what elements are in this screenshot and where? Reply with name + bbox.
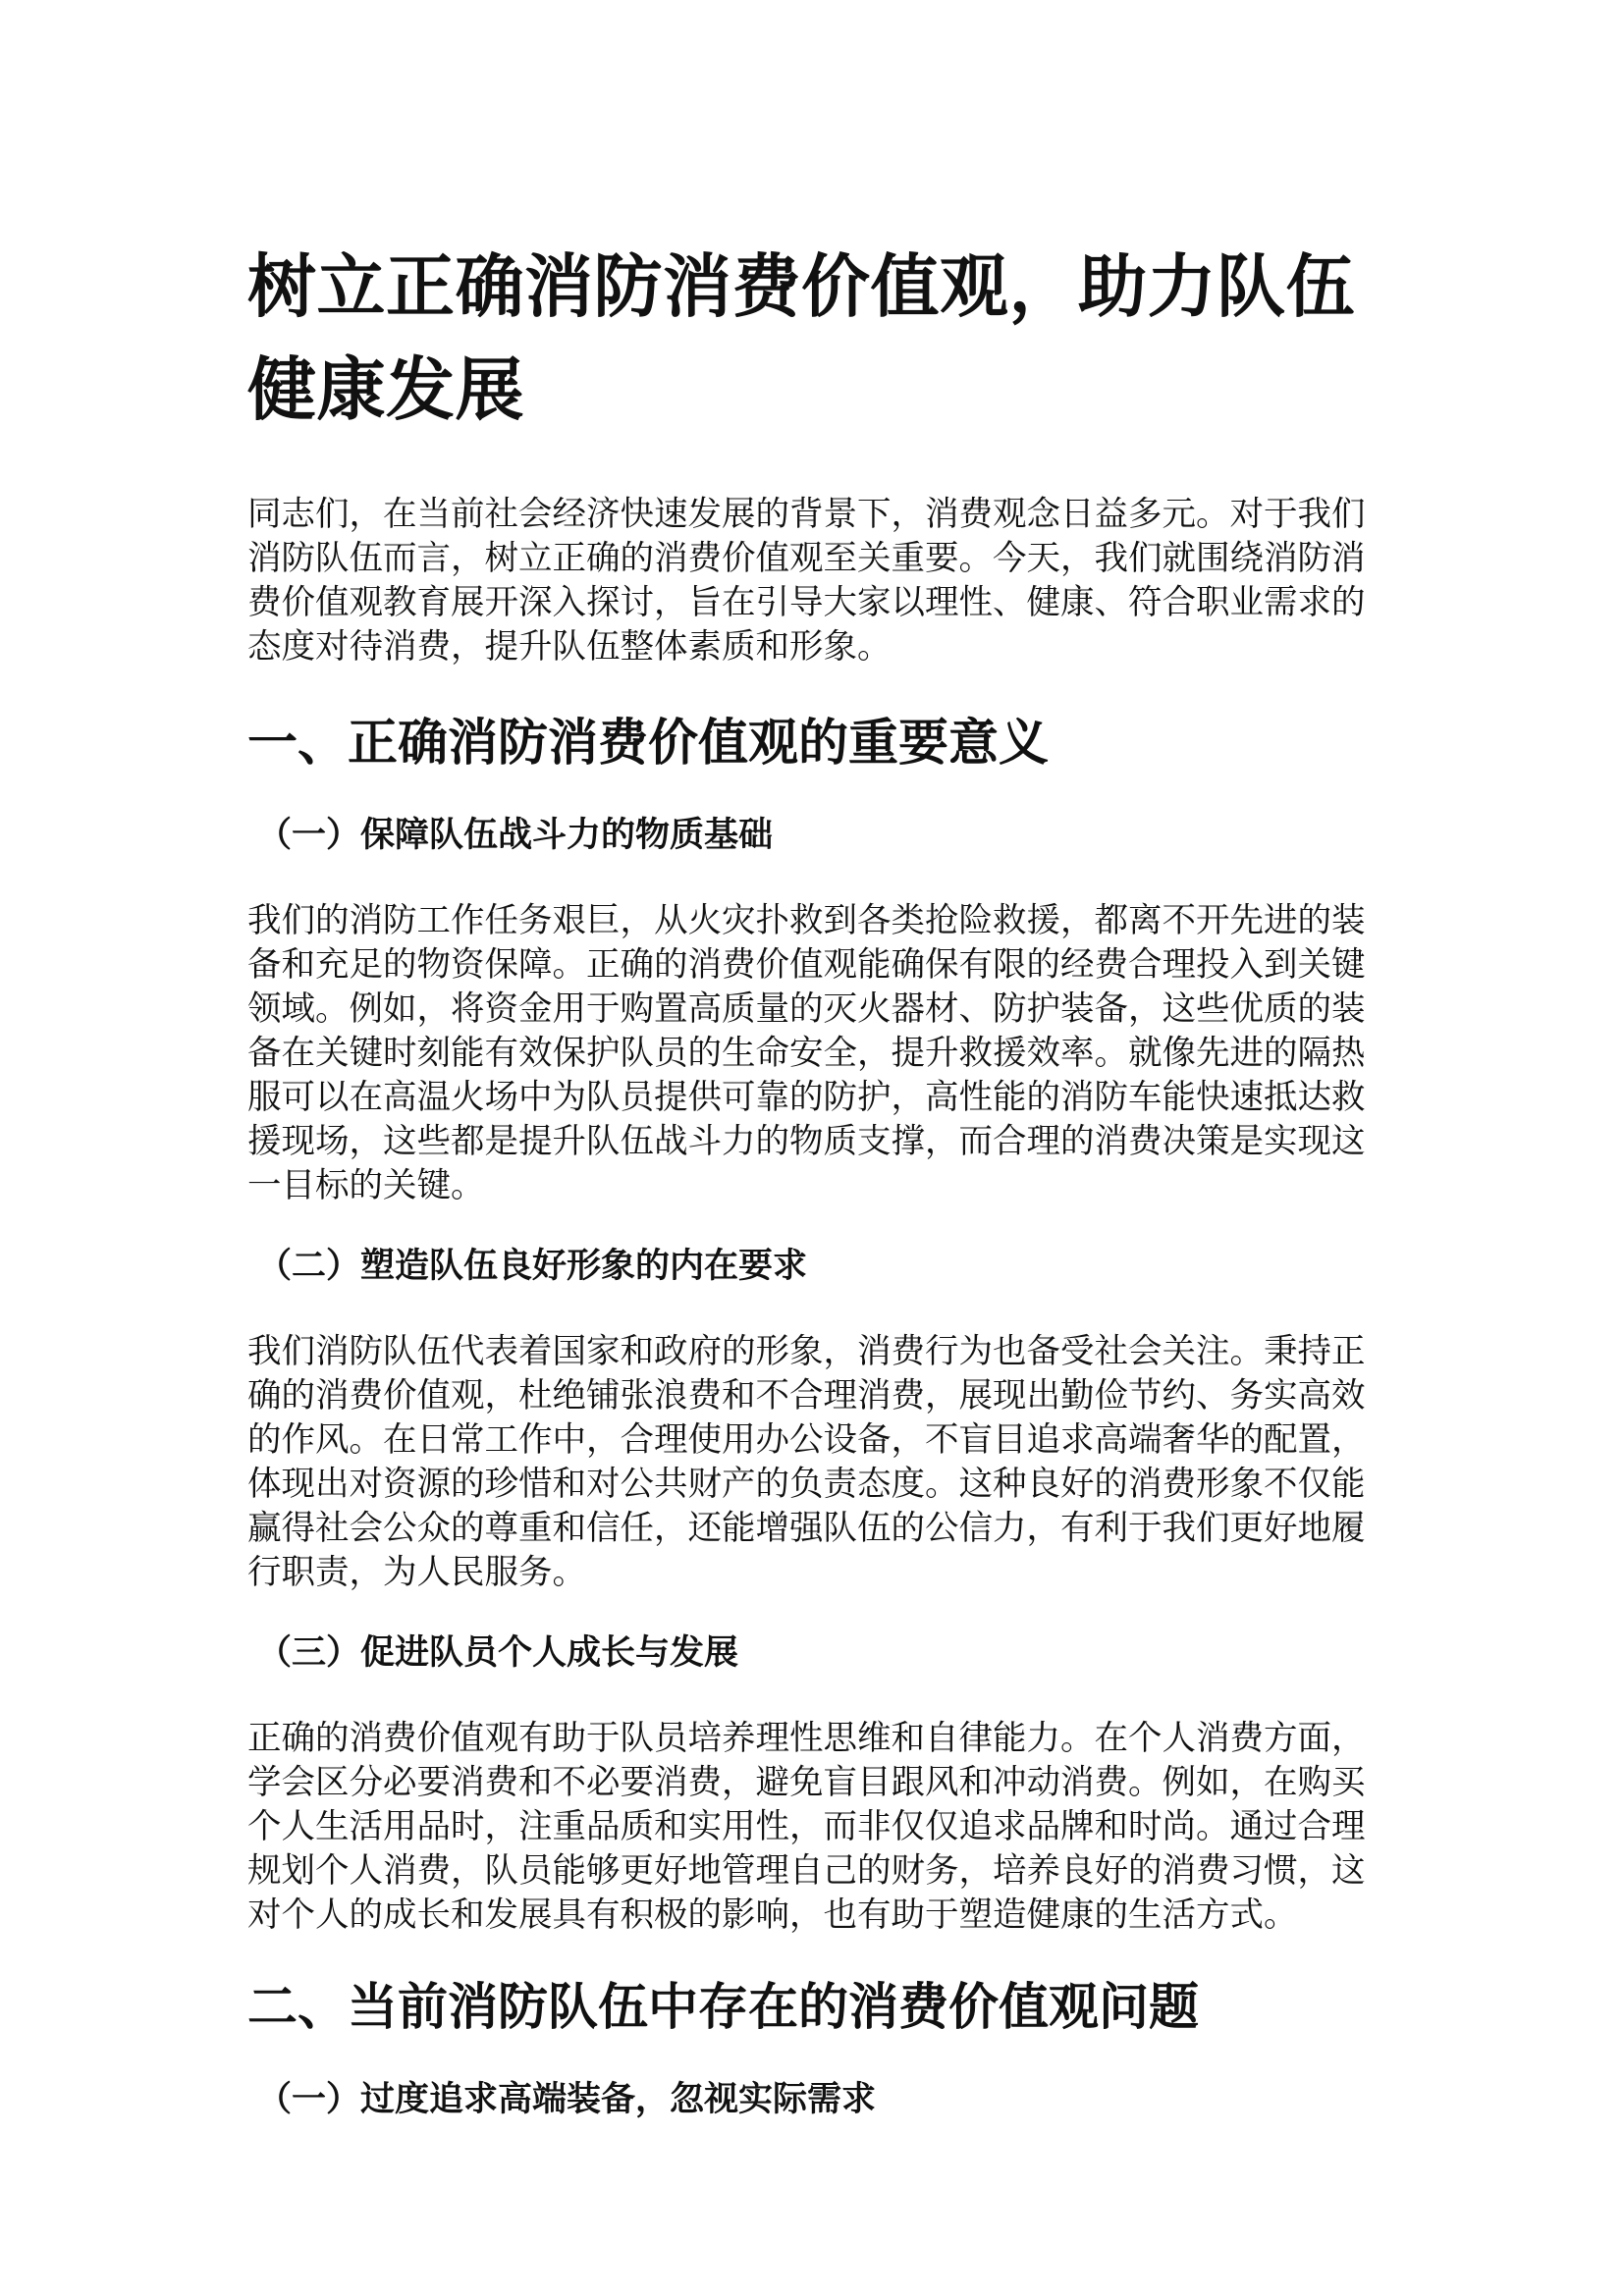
section-1-sub-3-heading: （三）促进队员个人成长与发展	[257, 1633, 739, 1673]
section-2-heading: 二、当前消防队伍中存在的消费价值观问题	[247, 1979, 1200, 2037]
section-1-sub-1-paragraph: 我们的消防工作任务艰巨，从火灾扑救到各类抢险救援，都离不开先进的装备和充足的物资保障。正确的消费价值观能确保有限的经费合理投入到关键领域。例如，将资金用于购置高质量的灭火器材、防护装备，这些优质的装备在关键时刻能有效保护队员的生命安全，提升救援效率。就像先进的隔热服可以在高温火场中为队员提供可靠的防护，高性能的消防车能快速抵达救援现场，这些都是提升队伍战斗力的物质支撑，而合理的消费决策是实现这一目标的关键。	[247, 901, 1366, 1205]
section-1-sub-1-heading: （一）保障队伍战斗力的物质基础	[257, 816, 774, 855]
intro-paragraph: 同志们，在当前社会经济快速发展的背景下，消费观念日益多元。对于我们消防队伍而言，树立正确的消费价值观至关重要。今天，我们就围绕消防消费价值观教育展开深入探讨，旨在引导大家以理性、健康、符合职业需求的态度对待消费，提升队伍整体素质和形象。	[247, 495, 1366, 667]
section-1-sub-3-paragraph: 正确的消费价值观有助于队员培养理性思维和自律能力。在个人消费方面，学会区分必要消费和不必要消费，避免盲目跟风和冲动消费。例如，在购买个人生活用品时，注重品质和实用性，而非仅仅追求品牌和时尚。通过合理规划个人消费，队员能够更好地管理自己的财务，培养良好的消费习惯，这对个人的成长和发展具有积极的影响，也有助于塑造健康的生活方式。	[247, 1719, 1366, 1935]
document-page	[247, 236, 1377, 2124]
section-1-sub-2-heading: （二）塑造队伍良好形象的内在要求	[257, 1247, 808, 1286]
section-1-sub-2-paragraph: 我们消防队伍代表着国家和政府的形象，消费行为也备受社会关注。秉持正确的消费价值观，杜绝铺张浪费和不合理消费，展现出勤俭节约、务实高效的作风。在日常工作中，合理使用办公设备，不盲目追求高端奢华的配置，体现出对资源的珍惜和对公共财产的负责态度。这种良好的消费形象不仅能赢得社会公众的尊重和信任，还能增强队伍的公信力，有利于我们更好地履行职责，为人民服务。	[247, 1332, 1366, 1592]
document-title: 树立正确消防消费价值观，助力队伍健康发展	[247, 246, 1355, 430]
section-2-sub-1-heading: （一）过度追求高端装备，忽视实际需求	[257, 2080, 877, 2119]
section-1-heading: 一、正确消防消费价值观的重要意义	[247, 715, 1050, 773]
